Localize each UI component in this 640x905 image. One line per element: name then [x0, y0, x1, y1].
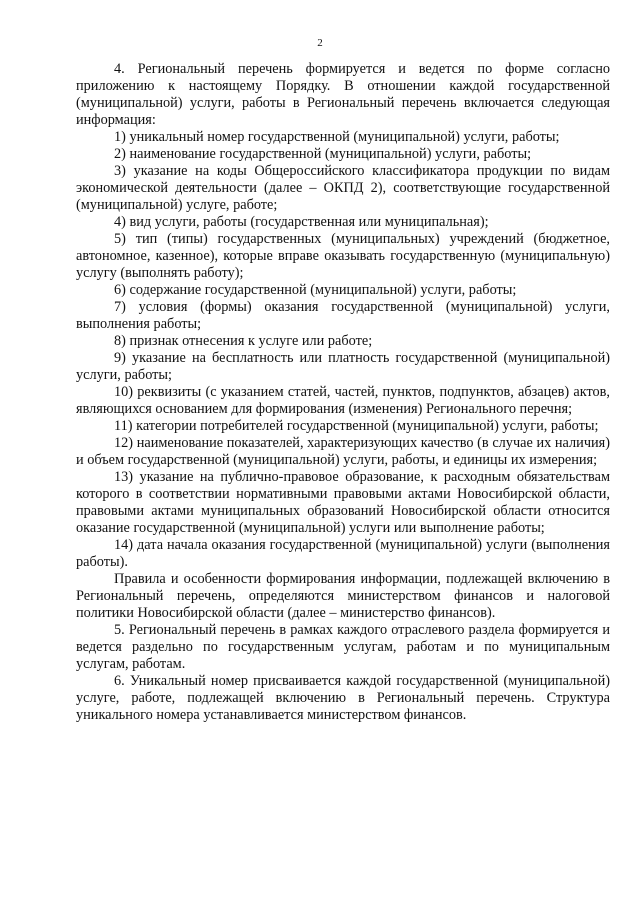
list-item-6: 6) содержание государственной (муниципальной) услуги, работы; [114, 282, 517, 298]
list-item-5: 5) тип (типы) государственных (муниципальных) учреждений (бюджетное, автономное, казенное), которые вправе оказывать государственную (муниципальную) услугу (выполнять работу); [76, 231, 610, 281]
list-item-9: 9) указание на бесплатность или платность государственной (муниципальной) услуги, работы; [76, 350, 610, 383]
list-item-13: 13) указание на публично-правовое образование, к расходным обязательствам которого в соответствии нормативными правовыми актами Новосибирской области, правовыми актами муниципальных образований Новосибирской области относится оказание государственной (муниципальной) услуги или выполнение работы; [76, 469, 610, 536]
page-number: 2 [317, 37, 323, 49]
list-item-2: 2) наименование государственной (муниципальной) услуги, работы; [114, 146, 532, 162]
rules-paragraph: Правила и особенности формирования информации, подлежащей включению в Региональный перечень, определяются министерством финансов и налоговой политики Новосибирской области (далее – министерство финансов). [76, 571, 610, 621]
list-item-11: 11) категории потребителей государственной (муниципальной) услуги, работы; [114, 418, 599, 434]
list-item-4: 4) вид услуги, работы (государственная или муниципальная); [114, 214, 489, 230]
list-item-10: 10) реквизиты (с указанием статей, частей, пунктов, подпунктов, абзацев) актов, являющихся основанием для формирования (изменения) Регионального перечня; [76, 384, 610, 417]
list-item-8: 8) признак отнесения к услуге или работе; [114, 333, 373, 349]
paragraph-item-4: 4. Региональный перечень формируется и ведется по форме согласно приложению к настоящему Порядку. В отношении каждой государственной (муниципальной) услуги, работы в Региональный перечень включается следующая информация: [76, 61, 610, 128]
paragraph-item-5: 5. Региональный перечень в рамках каждого отраслевого раздела формируется и ведется раздельно по государственным услугам, работам и по муниципальным услугам, работам. [76, 622, 610, 672]
list-item-12: 12) наименование показателей, характеризующих качество (в случае их наличия) и объем государственной (муниципальной) услуги, работы, и единицы их измерения; [76, 435, 610, 468]
list-item-7: 7) условия (формы) оказания государственной (муниципальной) услуги, выполнения работы; [76, 299, 610, 332]
list-item-1: 1) уникальный номер государственной (муниципальной) услуги, работы; [114, 129, 560, 145]
paragraph-item-6: 6. Уникальный номер присваивается каждой государственной (муниципальной) услуге, работе, подлежащей включению в Региональный перечень. Структура уникального номера устанавливается министерством финансов. [76, 673, 610, 723]
document-body [76, 61, 610, 724]
list-item-3: 3) указание на коды Общероссийского классификатора продукции по видам экономической деятельности (далее – ОКПД 2), соответствующие государственной (муниципальной) услуге, работе; [76, 163, 610, 213]
list-item-14: 14) дата начала оказания государственной (муниципальной) услуги (выполнения работы). [76, 537, 610, 570]
